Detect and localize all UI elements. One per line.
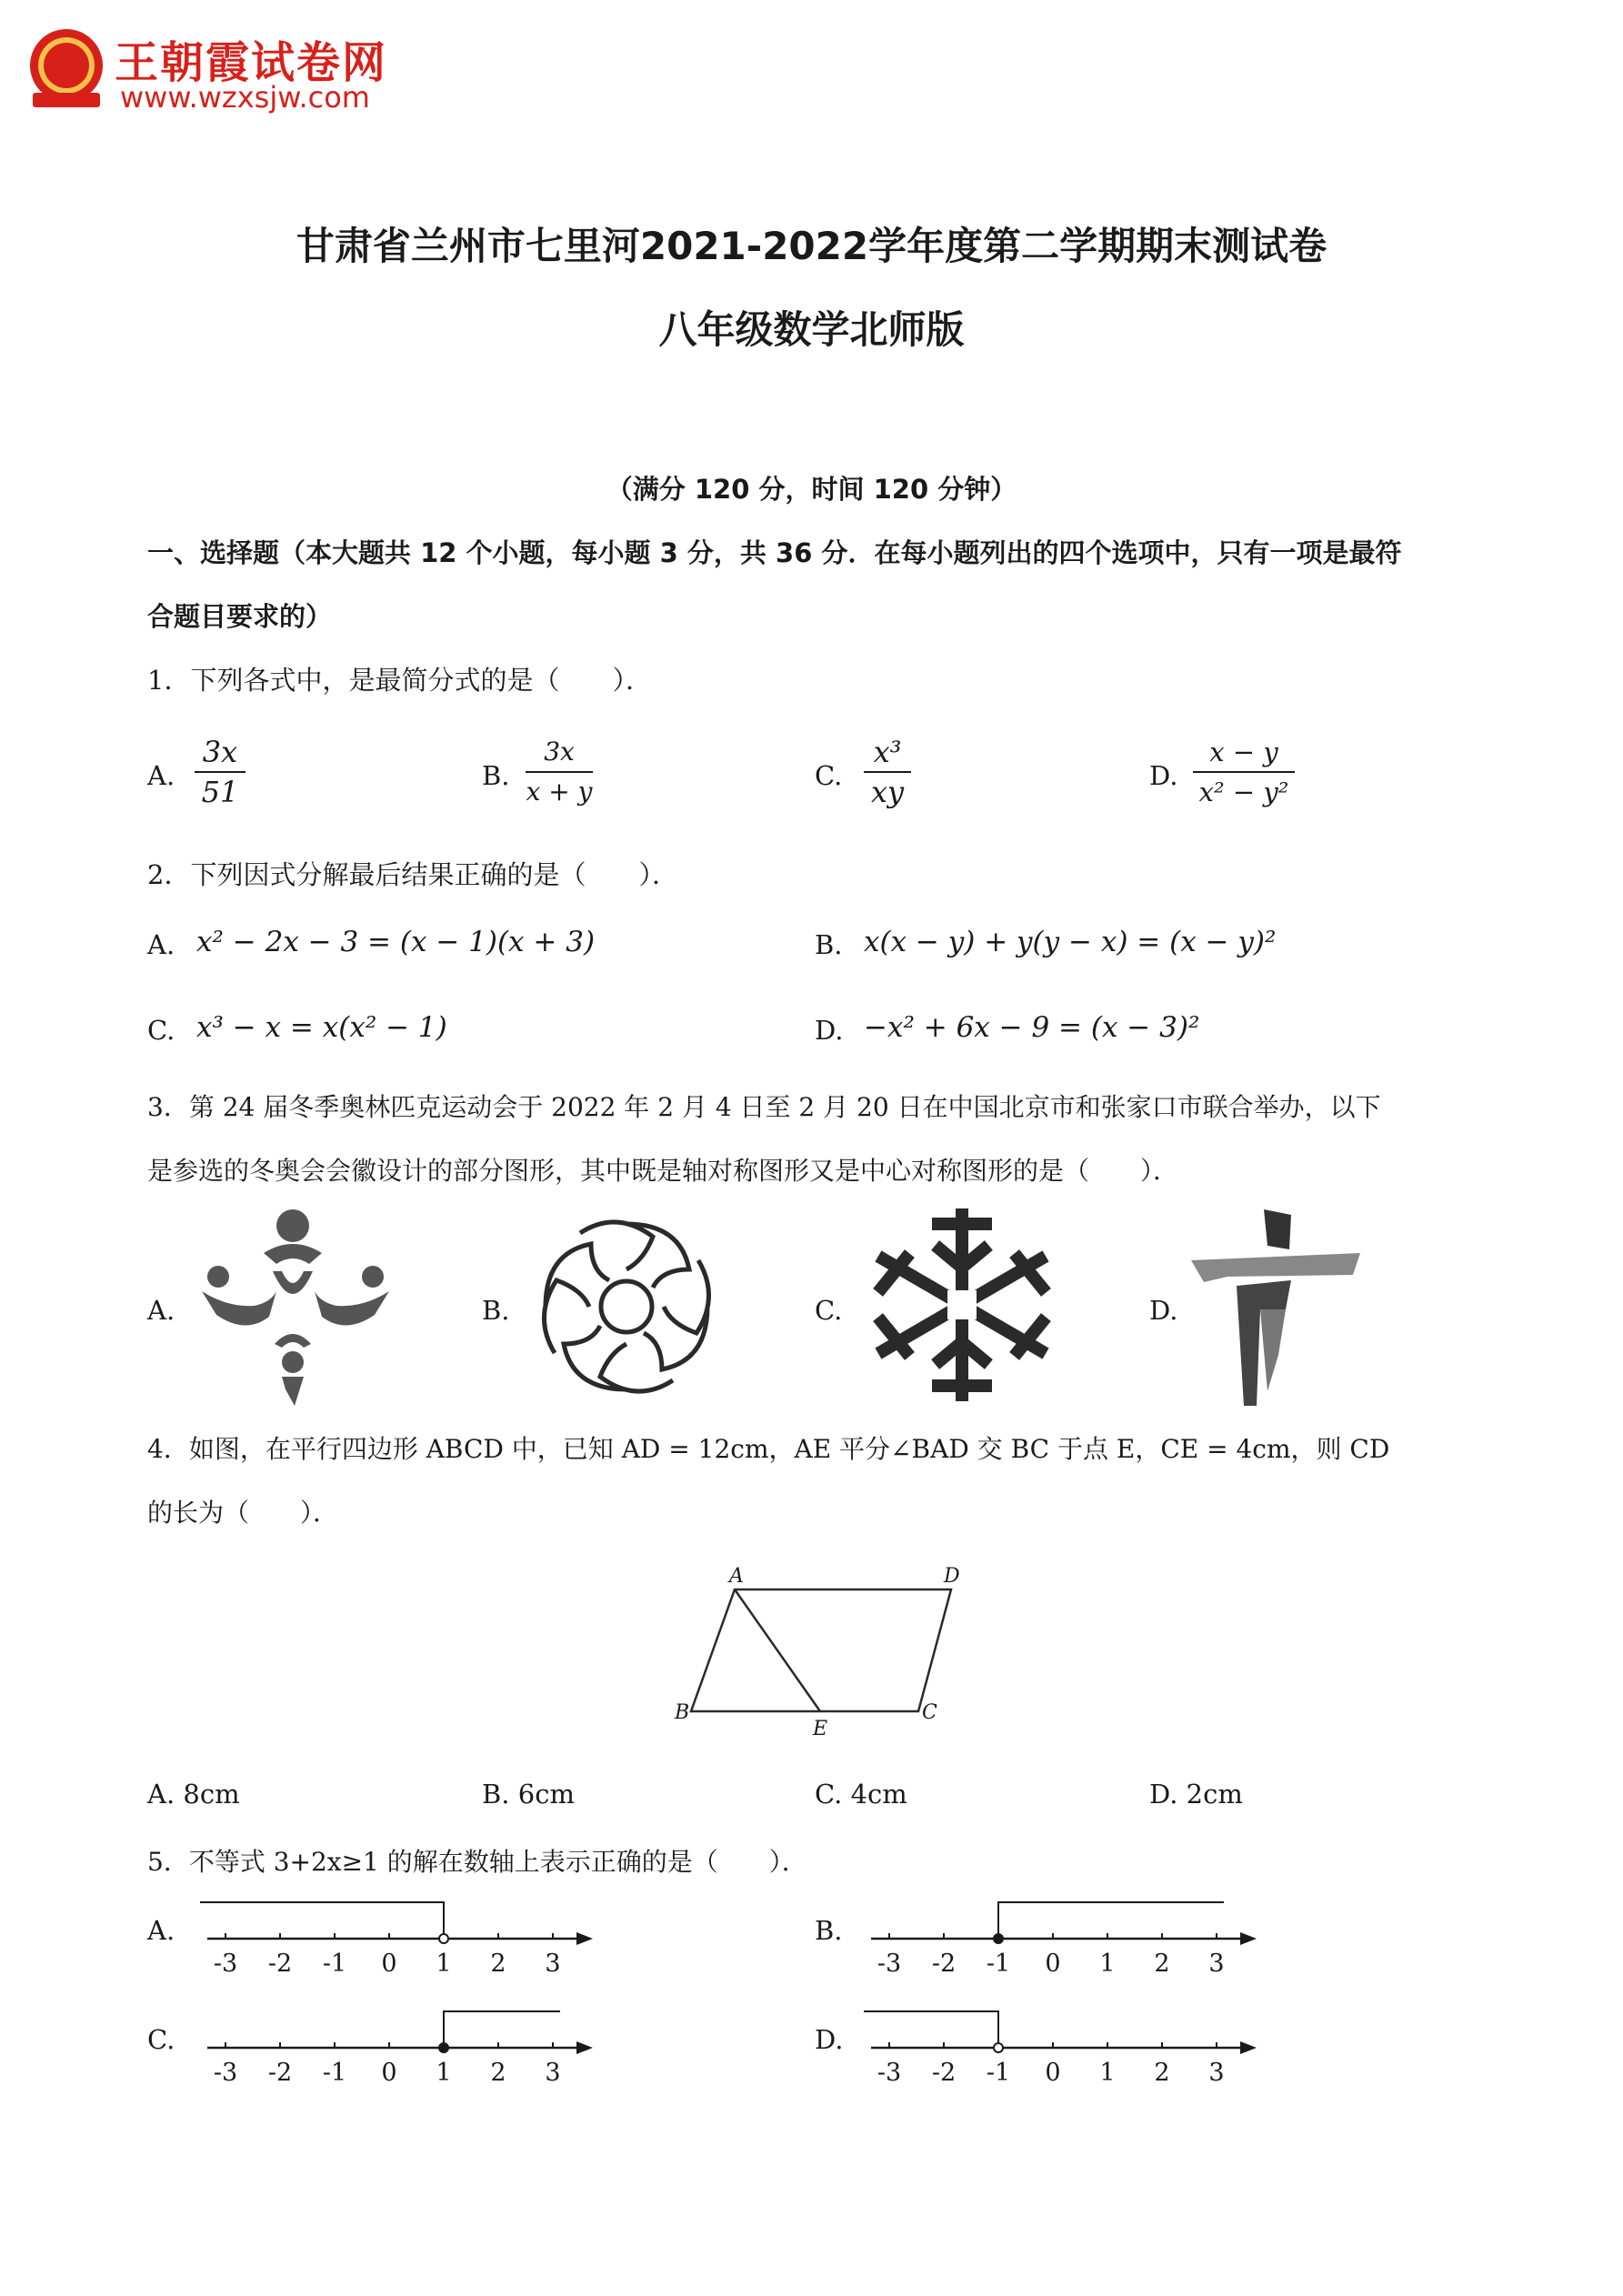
logo-badge-icon (25, 24, 107, 115)
open-point (994, 2043, 1003, 2052)
tick-label: -1 (986, 1950, 1011, 1978)
q3-option-b-label: B. (482, 1295, 510, 1326)
tick-label: -1 (322, 2059, 347, 2087)
tick-label: 2 (1154, 2059, 1170, 2087)
tick-label: 2 (1154, 1950, 1170, 1978)
q1-d-numerator: x − y (1209, 737, 1278, 767)
q4-option-d-text: 2cm (1186, 1779, 1243, 1810)
q2-option-c-expr: x³ − x = x(x² − 1) (196, 1011, 447, 1044)
question-4-stem: 4．如图，在平行四边形 ABCD 中，已知 AD = 12cm，AE 平分∠BAD 交 BC 于点 E，CE = 4cm，则 CD (147, 1434, 1390, 1464)
question-2-stem: 2．下列因式分解最后结果正确的是（ ）． (147, 859, 678, 890)
tick-label: -2 (931, 2059, 957, 2087)
question-1-stem: 1．下列各式中，是最简分式的是（ ）． (147, 665, 652, 696)
q1-option-c-fraction (864, 735, 911, 809)
q1-a-numerator: 3x (202, 735, 238, 769)
q5-option-b-number-line (864, 1891, 1264, 1982)
tick-label: 1 (436, 2059, 452, 2087)
tick-label: 0 (1045, 2059, 1061, 2087)
tick-label: -3 (877, 1950, 902, 1978)
label-e: E (813, 1718, 828, 1740)
q1-c-denominator: xy (870, 775, 905, 809)
question-4-stem-cont: 的长为（ ）． (147, 1498, 339, 1528)
q1-b-numerator: 3x (544, 737, 575, 767)
open-point (439, 1934, 448, 1943)
q2-option-d-label: D. (815, 1015, 844, 1046)
tick-label: 1 (1099, 2059, 1116, 2087)
solution-ray (864, 2011, 998, 2048)
logo-url: www.wzxsjw.com (120, 80, 370, 115)
tick-label: 3 (1208, 1950, 1225, 1978)
q5-option-c-label: C. (147, 2024, 175, 2055)
solution-ray (998, 1902, 1224, 1939)
q1-a-denominator: 51 (201, 775, 239, 809)
tick-label: 2 (490, 1950, 506, 1978)
q1-option-c-label: C. (815, 760, 843, 791)
q1-option-b-label: B. (482, 760, 510, 791)
arrow-right-icon (576, 2041, 593, 2054)
q1-d-denominator: x² − y² (1198, 777, 1289, 807)
q4-option-a-label: A. (147, 1779, 175, 1810)
q2-option-a-expr: x² − 2x − 3 = (x − 1)(x + 3) (196, 926, 596, 958)
emblem-b-knot-icon (526, 1206, 727, 1408)
label-d: D (944, 1565, 960, 1588)
section-heading-cont: 合题目要求的） (147, 601, 333, 632)
tick-label: -2 (931, 1950, 957, 1978)
q4-option-d (1149, 1779, 1243, 1810)
q4-option-d-label: D. (1149, 1779, 1178, 1810)
q4-option-c-text: 4cm (850, 1779, 907, 1810)
score-time: （满分 120 分，时间 120 分钟） (606, 474, 1017, 505)
tick-label: -2 (267, 2059, 293, 2087)
q2-option-b-expr: x(x − y) + y(y − x) = (x − y)² (864, 926, 1277, 958)
q2-option-c-label: C. (147, 1015, 175, 1046)
tick-label: 1 (436, 1950, 452, 1978)
section-heading: 一、选择题（本大题共 12 个小题，每小题 3 分，共 36 分．在每小题列出的四个选项中，只有一项是最符 (147, 537, 1402, 568)
q1-option-d-fraction (1193, 735, 1295, 809)
q1-option-a-label: A. (147, 760, 175, 791)
question-3-stem: 3．第 24 届冬季奥林匹克运动会于 2022 年 2 月 4 日至 2 月 20 日在中国北京市和张家口市联合举办，以下 (147, 1092, 1381, 1122)
logo-text: 王朝霞试卷网 (115, 37, 388, 88)
q4-option-c-label: C. (815, 1779, 843, 1810)
tick-label: 3 (1208, 2059, 1225, 2087)
arrow-right-icon (576, 1932, 593, 1945)
label-c: C (922, 1701, 937, 1724)
q4-option-b-text: 6cm (517, 1779, 575, 1810)
q4-option-c (815, 1779, 907, 1810)
segment-ae (735, 1589, 820, 1711)
tick-label: -3 (213, 2059, 238, 2087)
q1-option-b-fraction (526, 735, 593, 809)
q4-option-a (147, 1779, 240, 1810)
tick-label: -3 (877, 2059, 902, 2087)
q4-parallelogram-figure (664, 1562, 973, 1744)
q1-option-a-fraction (195, 735, 245, 809)
q3-option-c-label: C. (815, 1295, 843, 1326)
solution-ray (200, 1902, 444, 1939)
q5-option-b-label: B. (815, 1915, 843, 1946)
q4-option-a-text: 8cm (183, 1779, 240, 1810)
q5-option-c-number-line (200, 2000, 600, 2091)
question-3-stem-cont: 是参选的冬奥会会徽设计的部分图形，其中既是轴对称图形又是中心对称图形的是（ ）． (147, 1156, 1179, 1186)
q1-option-d-label: D. (1149, 760, 1178, 791)
q4-option-b-label: B. (482, 1779, 510, 1810)
q3-option-a-label: A. (147, 1295, 175, 1326)
tick-label: 3 (545, 2059, 561, 2087)
page-title: 甘肃省兰州市七里河2021-2022学年度第二学期期末测试卷 (296, 224, 1327, 268)
q1-c-numerator: x³ (873, 735, 902, 769)
solution-ray (444, 2011, 560, 2048)
question-5-stem: 5．不等式 3+2x≥1 的解在数轴上表示正确的是（ ）． (147, 1847, 807, 1877)
closed-point (439, 2043, 448, 2052)
tick-label: 0 (1045, 1950, 1061, 1978)
emblem-d-figure-icon (1191, 1209, 1364, 1406)
q5-option-d-number-line (864, 2000, 1264, 2091)
q1-b-denominator: x + y (526, 777, 593, 807)
tick-label: -2 (267, 1950, 293, 1978)
arrow-right-icon (1240, 1932, 1257, 1945)
emblem-a-figure-icon (191, 1208, 400, 1406)
closed-point (994, 1934, 1003, 1943)
q5-option-a-number-line (200, 1891, 600, 1982)
emblem-c-snowflake-icon (862, 1204, 1062, 1406)
q2-option-b-label: B. (815, 929, 843, 960)
site-logo (25, 24, 407, 124)
tick-label: 0 (381, 1950, 397, 1978)
q2-option-a-label: A. (147, 929, 175, 960)
tick-label: 3 (545, 1950, 561, 1978)
parallelogram-abcd (691, 1589, 951, 1711)
tick-label: -1 (986, 2059, 1011, 2087)
tick-label: -1 (322, 1950, 347, 1978)
q4-option-b (482, 1779, 575, 1810)
q5-option-d-label: D. (815, 2024, 844, 2055)
tick-label: 1 (1099, 1950, 1116, 1978)
arrow-right-icon (1240, 2041, 1257, 2054)
tick-label: 0 (381, 2059, 397, 2087)
page-subtitle: 八年级数学北师版 (658, 307, 965, 352)
label-a: A (729, 1565, 744, 1588)
tick-label: 2 (490, 2059, 506, 2087)
label-b: B (675, 1701, 690, 1724)
q5-option-a-label: A. (147, 1915, 175, 1946)
tick-label: -3 (213, 1950, 238, 1978)
q2-option-d-expr: −x² + 6x − 9 = (x − 3)² (864, 1011, 1200, 1044)
q3-option-d-label: D. (1149, 1295, 1178, 1326)
